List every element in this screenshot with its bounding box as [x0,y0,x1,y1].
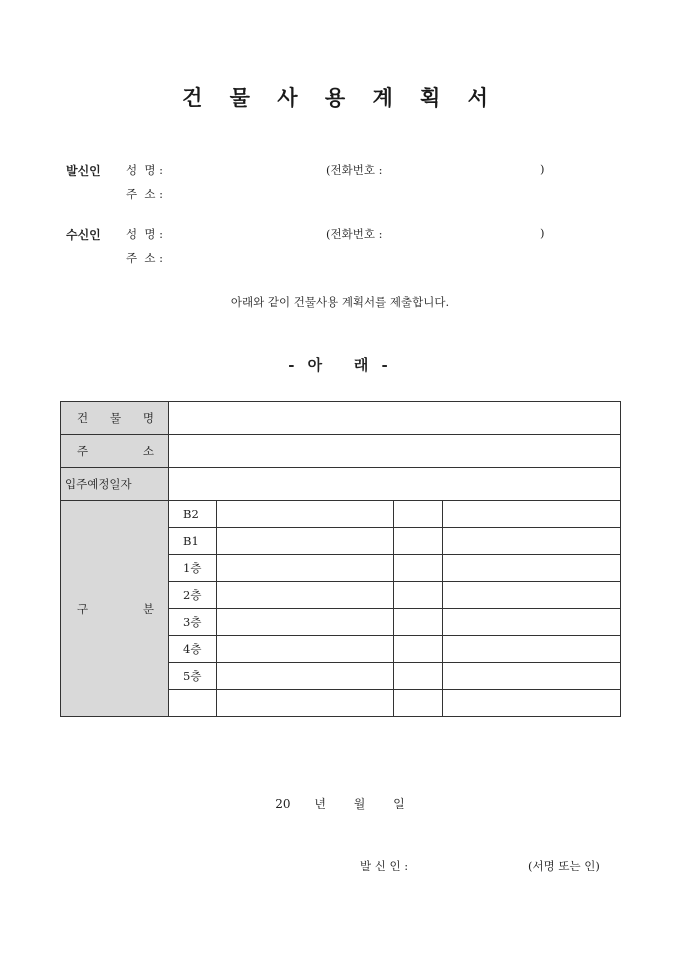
floor-area-field[interactable] [394,528,443,555]
building-name-row [61,402,621,435]
floor-area-field[interactable] [394,636,443,663]
building-name-label-char: 물 [109,411,122,425]
floor-label [169,690,217,717]
building-plan-table [60,401,621,717]
receiver-name-label: 성 명 : [126,227,164,241]
move-in-date-field[interactable] [169,468,621,501]
receiver-phone-close: ) [540,226,545,240]
floor-note-field[interactable] [443,609,621,636]
move-in-date-label: 입주예정일자 [61,468,169,501]
floor-label: 4층 [169,636,217,663]
address-label-char: 주 [77,444,89,458]
floor-label: 1층 [169,555,217,582]
floor-usage-field[interactable] [217,609,394,636]
floor-note-field[interactable] [443,501,621,528]
document-title: 건 물 사 용 계 획 서 [182,85,498,110]
sender-phone-label: (전화번호 : [326,163,383,177]
floor-note-field[interactable] [443,636,621,663]
floor-usage-field[interactable] [217,636,394,663]
date-day-label: 일 [393,797,405,811]
address-row [61,435,621,468]
floor-area-field[interactable] [394,663,443,690]
division-label-char: 분 [142,601,154,616]
receiver-phone-label: (전화번호 : [326,227,383,241]
date-year-label: 년 [314,797,326,811]
move-in-date-row [61,468,621,501]
sender-phone-close: ) [540,162,545,176]
date-year-prefix: 20 [275,797,291,811]
division-label-char: 구 [77,601,89,616]
floor-area-field[interactable] [394,582,443,609]
signature-hint: (서명 또는 인) [528,859,600,873]
floor-label: B2 [169,501,217,528]
address-label-cell [61,435,169,468]
floor-note-field[interactable] [443,528,621,555]
floor-note-field[interactable] [443,663,621,690]
building-name-label-char: 건 [77,411,89,425]
address-label-char: 소 [142,444,154,458]
floor-usage-field[interactable] [217,582,394,609]
receiver-label: 수신인 [66,228,101,242]
floor-area-field[interactable] [394,609,443,636]
building-name-label-cell [61,402,169,435]
floor-usage-field[interactable] [217,555,394,582]
floor-label: 2층 [169,582,217,609]
floor-usage-field[interactable] [217,501,394,528]
sender-address-label: 주 소 : [126,187,164,201]
submission-date [0,795,680,812]
signature-label: 발 신 인 : [360,859,409,873]
floor-usage-field[interactable] [217,690,394,717]
floor-note-field[interactable] [443,582,621,609]
floor-label: 3층 [169,609,217,636]
floor-area-field[interactable] [394,555,443,582]
floor-usage-field[interactable] [217,528,394,555]
floor-row [61,501,621,528]
section-subtitle: - 아 래 - [288,356,392,374]
intro-text: 아래와 같이 건물사용 계획서를 제출합니다. [230,295,450,309]
floor-note-field[interactable] [443,555,621,582]
floor-area-field[interactable] [394,690,443,717]
sender-name-label: 성 명 : [126,163,164,177]
floor-area-field[interactable] [394,501,443,528]
floor-label: B1 [169,528,217,555]
division-label-cell [61,501,169,717]
building-name-label-char: 명 [142,411,154,425]
floor-note-field[interactable] [443,690,621,717]
address-field[interactable] [169,435,621,468]
building-name-field[interactable] [169,402,621,435]
floor-label: 5층 [169,663,217,690]
sender-label: 발신인 [66,164,101,178]
receiver-address-label: 주 소 : [126,251,164,265]
date-month-label: 월 [353,797,366,811]
floor-usage-field[interactable] [217,663,394,690]
